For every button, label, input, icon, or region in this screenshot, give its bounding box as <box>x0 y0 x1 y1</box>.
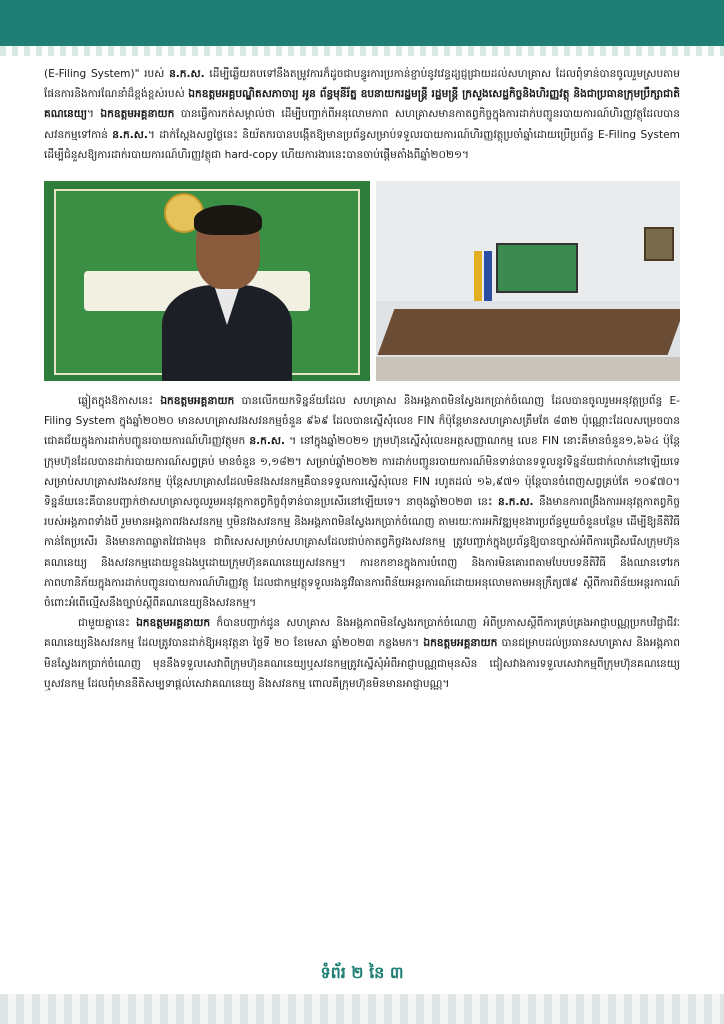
text-run: បានជម្រាបដល់ប្រធានសហគ្រាស និងអង្គភាពមិនស្វែងរកប្រាក់ចំណេញ មុននឹងទទួលសេវាពីក្រុមហ៊ុនគណនេយ្យឬសវនកម្មត្រូវស្នើសុំអំពីអាជ្ញាបណ្ណជាមុនសិន ជៀសវាងការទទួលសេវាកម្មពីក្រុមហ៊ុនគណនេយ្យ ឬសវនកម្ម ដែលពុំមាននីតិសម្បទាផ្តល់សេវាគណនេយ្យ និងសវនកម្ម ពោលគឺក្រុមហ៊ុនមិនមានអាជ្ញាបណ្ណ។ <box>44 637 680 690</box>
meeting-screen <box>496 243 578 293</box>
text-run: បានធ្វើការកត់សម្គាល់ថា ដើម្បីបញ្ជាក់ពីអនុលោមភាព សហគ្រាសមានកាតព្វកិច្ចក្នុងការដាក់បញ្ជូនរបាយការណ៍ហិរញ្ញវត្ថុដែលបានសវនកម្មទៅកាន់ <box>44 108 680 141</box>
text-run: ឆ្លៀតក្នុងឱកាសនេះ <box>78 395 161 408</box>
meeting-room-photo <box>376 181 680 381</box>
video-conference-speaker-photo <box>44 181 370 381</box>
emphasis-text: ន.ក.ស. <box>497 496 534 509</box>
photo-row <box>44 181 680 381</box>
conference-table <box>378 309 680 355</box>
text-run: ជាមួយគ្នានេះ <box>78 617 137 630</box>
article-body <box>44 64 680 694</box>
footer-ornament <box>0 994 724 1024</box>
text-run: នឹងមានការពង្រឹងការអនុវត្តកាតព្វកិច្ចរបស់អង្គភាពទាំងបី រួមមានអង្គភាពវងសវនកម្ម ឬមិនវងសវនកម្ម និងអង្គភាពមិនស្វែងរកប្រាក់ចំណេញ តាមរយៈការអភិវឌ្ឍមុខងារប្រព័ន្ធមួយចំនួនបន្ថែម ដើម្បីឱ្យនីតិវិធីកាន់តែប្រសើរ និងមានភាពឆ្លាតវៃជាងមុន ជាពិសេសសម្រាប់សហគ្រាសដែលជាប់កាតព្វកិច្ចវងសវនកម្ម ត្រូវបញ្ជាក់ក្នុងប្រព័ន្ធឱ្យបានច្បាស់អំពីការជ្រើសរើសក្រុមហ៊ុនគណនេយ្យ និងសវនកម្មដោយខ្លួនឯងឬដោយក្រុមហ៊ុនគណនេយ្យសវនកម្ម។ ការខកខានក្នុងការបំពេញ និងការមិនគោរពតាមបែបបទនីតិវិធី នឹងឈានទៅរកភាពហានិភ័យក្នុងការដាក់បញ្ជូនរបាយការណ៍ហិរញ្ញវត្ថុ ដែលជាកម្មវត្ថុទទួលរងនូវវិធានការពិន័យអន្តរការណ៍ដោយអនុលោមតាមអនុក្រឹត្យ៧៩ ស្តីពីការពិន័យអន្តរការណ៍ចំពោះអំពើល្មើសនឹងច្បាប់ស្តីពីគណនេយ្យនិងសវនកម្ម។ <box>44 496 680 610</box>
page-number: ទំព័រ ២ នៃ ៣ <box>320 963 404 982</box>
emphasis-text: ឯកឧត្តមអគ្គនាយក <box>160 395 235 408</box>
emphasis-text: ឯកឧត្តមអគ្គនាយក <box>100 108 175 121</box>
header-band <box>0 0 724 46</box>
speaker-figure <box>162 209 292 381</box>
text-run: បានលើកយកទិន្នន័យដែល សហគ្រាស និងអង្គភាពមិនស្វែងរកប្រាក់ចំណេញ ដែលបានចូលរួមអនុវត្តប្រព័ន្ធ E-Filing System ក្នុងឆ្នាំ២០២០ មានសហគ្រាសវងសវនកម្មចំនួន ៩៦៩ ដែលបានស្នើសុំលេខ FIN ក៏ប៉ុន្តែមានសហគ្រាសត្រឹមតែ ៨៣២ ប៉ុណ្ណោះដែលសម្រេចបានជោគជ័យក្នុងការដាក់បញ្ជូនរបាយការណ៍ហិរញ្ញវត្ថុមក <box>44 395 680 448</box>
emphasis-text: ឯកឧត្តមអគ្គនាយក <box>136 617 211 630</box>
text-run: ។ ដាក់ស្តែងសព្វថ្ងៃនេះ និយ័តករបានបង្កើតឱ្យមានប្រព័ន្ធសម្រាប់ទទួលរបាយការណ៍ហិរញ្ញវត្ថុប្រចាំឆ្នាំដោយប្រើប្រព័ន្ធ E-Filing System ដើម្បីជំនួសឱ្យការដាក់របាយការណ៍ហិរញ្ញវត្ថុជា hard-copy ហើយការងារនេះបានចាប់ផ្តើមតាំងពីឆ្នាំ២០២១។ <box>44 128 680 161</box>
paragraph-license-notice <box>44 613 680 694</box>
emphasis-text: ឯកឧត្តមអគ្គបណ្ឌិតសភាចារ្យ អូន ព័ន្ធមុនីរ័ត្ន ឧបនាយករដ្ឋមន្ត្រី រដ្ឋមន្ត្រី ក្រសួងសេដ្ឋកិច្ចនិងហិរញ្ញវត្ថុ និងជាប្រធានក្រុមប្រឹក្សាជាតិគណនេយ្យ <box>44 88 680 121</box>
text-run: (E-Filing System)" របស់ <box>44 68 170 80</box>
text-run: ក៏បានបញ្ជាក់ជូន សហគ្រាស និងអង្គភាពមិនស្វែងរកប្រាក់ចំណេញ អំពីប្រកាសស្តីពីការគ្រប់គ្រងអាជ្ញាបណ្ណប្រកបវិជ្ជាជីវៈគណនេយ្យនិងសវនកម្ម ដែលត្រូវបានដាក់ឱ្យអនុវត្តនា ថ្ងៃទី ២០ ខែមេសា ឆ្នាំ២០២៣ កន្លងមក។ <box>44 617 680 650</box>
flag-icon <box>484 251 492 301</box>
text-run: ។ នៅក្នុងឆ្នាំ២០២១ ក្រុមហ៊ុនស្នើសុំលេខអត្តសញ្ញាណកម្ម លេខ FIN នោះគឺមានចំនួន១,៦៦៤ ប៉ុន្តែក្រុមហ៊ុនដែលបានដាក់របាយការណ៍សព្វគ្រប់ មានចំនួន ១,១៨២។ សម្រាប់ឆ្នាំ២០២២ ការដាក់បញ្ជូនរបាយការណ៍មិនទាន់បានទទួលនូវទិន្នន័យជាក់លាក់នៅឡើយទេ សម្រាប់សហគ្រាសវងសវនកម្ម ប៉ុន្តែសហគ្រាសដែលមិនវងសវនកម្មគឺបានទទួលការស្នើសុំលេខ FIN រហូតដល់ ១៦,៩៧១ ប៉ុន្តែបានចំពេញសព្វគ្រប់តែ ១០៩៧០។ ទិន្នន័យនេះគឺបានបញ្ជាក់ថាសហគ្រាសចូលរួមអនុវត្តកាតព្វកិច្ចពុំទាន់បានប្រសើរនៅឡើយទេ។ នាចុងឆ្នាំ២០២៣ នេះ <box>44 435 680 509</box>
emphasis-text: ឯកឧត្តមអគ្គនាយក <box>423 637 498 650</box>
wall-picture <box>644 227 674 261</box>
text-run: ។ <box>87 108 101 121</box>
emphasis-text: ន.ក.ស. <box>169 68 205 80</box>
emphasis-text: ន.ក.ស. <box>112 128 148 141</box>
emphasis-text: ន.ក.ស. <box>249 435 286 448</box>
paragraph-filing-statistics <box>44 391 680 613</box>
text-run: ដើម្បីឆ្លើយតបទៅនឹងតម្រូវការក៏ដូចជាបន្ធូរការប្រកាន់ខ្ជាប់នូវវេន្ទដ្យជ្ញជ្រាយដល់សហគ្រាស ដែលពុំទាន់បានចូលរួមស្របតាម ផែនការនិងការណែនាំដ៏ខ្ពង់ខ្ពស់របស់ <box>44 68 680 101</box>
flag-icon <box>474 251 482 301</box>
paragraph-efiling-intro <box>44 64 680 165</box>
header-ornament <box>0 46 724 56</box>
